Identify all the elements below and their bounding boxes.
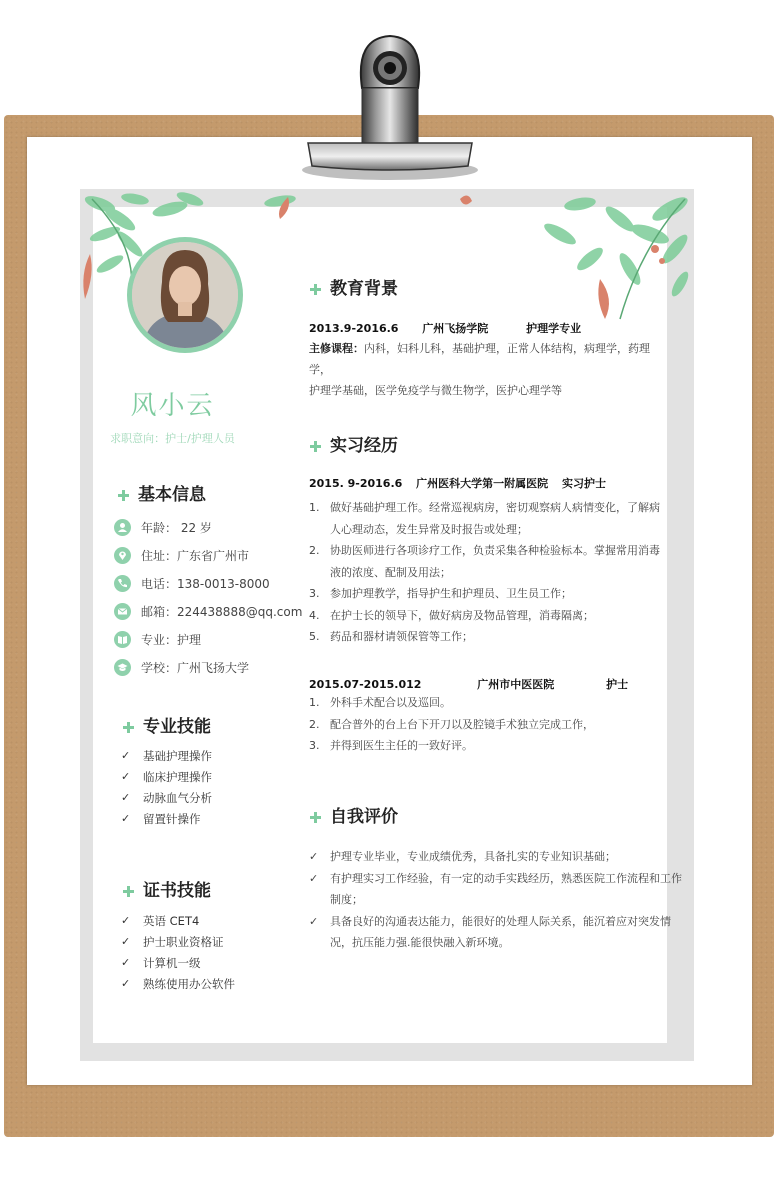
plus-icon bbox=[123, 722, 133, 732]
list-item: 3. 参加护理教学，指导护生和护理员、卫生员工作； bbox=[309, 587, 572, 600]
candidate-name: 风小云 bbox=[130, 391, 215, 421]
plus-icon bbox=[118, 490, 128, 500]
check-icon: ✓ bbox=[121, 914, 131, 927]
list-item: ✓ 临床护理操作 bbox=[121, 769, 212, 784]
education-entry-header: 2013.9-2016.6 广州飞扬学院 护理学专业 bbox=[309, 322, 582, 335]
list-item: 5. 药品和器材请领保管等工作； bbox=[309, 630, 473, 643]
info-row-address: 住址：广东省广州市 bbox=[114, 546, 249, 564]
plus-icon bbox=[310, 284, 320, 294]
book-icon bbox=[114, 631, 131, 648]
info-row-school: 学校：广州飞扬大学 bbox=[114, 658, 249, 676]
list-item: ✓ 护士职业资格证 bbox=[121, 934, 224, 949]
list-item: ✓ 护理专业毕业，专业成绩优秀，具备扎实的专业知识基础； bbox=[309, 846, 685, 868]
job-objective: 求职意向：护士/护理人员 bbox=[110, 432, 235, 445]
phone-icon bbox=[114, 575, 131, 592]
check-icon: ✓ bbox=[309, 914, 319, 928]
plus-icon bbox=[310, 441, 320, 451]
job1-duties bbox=[309, 497, 670, 648]
check-icon: ✓ bbox=[121, 791, 131, 804]
person-icon bbox=[114, 519, 131, 536]
job1-header: 2015. 9-2016.6 广州医科大学第一附属医院 实习护士 bbox=[309, 477, 606, 490]
job2-duties bbox=[309, 692, 670, 757]
basic-info-heading: 基本信息 bbox=[118, 480, 206, 505]
list-item: ✓ 基础护理操作 bbox=[121, 748, 212, 763]
list-item: 1. 做好基础护理工作。经常巡视病房，密切观察病人病情变化，了解病人心理动态，发生异常及时报告或处理； bbox=[309, 501, 660, 536]
education-courses: 主修课程：内科，妇科儿科，基础护理，正常人体结构，病理学，药理学， 护理学基础，医学免疫学与微生物学，医护心理学等 bbox=[309, 342, 650, 397]
list-item: 2. 协助医师进行各项诊疗工作，负责采集各种检验标本。掌握常用消毒液的浓度、配制及用法； bbox=[309, 544, 660, 579]
profile-photo-icon bbox=[132, 242, 238, 348]
certificates-list bbox=[121, 910, 235, 994]
check-icon: ✓ bbox=[309, 871, 319, 885]
list-item: ✓ 有护理实习工作经验，有一定的动手实践经历，熟悉医院工作流程和工作制度； bbox=[309, 868, 685, 911]
education-heading: 教育背景 bbox=[310, 274, 398, 299]
list-item: ✓ 计算机一级 bbox=[121, 955, 201, 970]
list-item: ✓ 具备良好的沟通表达能力，能很好的处理人际关系，能沉着应对突发情况，抗压能力强.能很快融入新环境。 bbox=[309, 911, 685, 954]
list-item: ✓ 动脉血气分析 bbox=[121, 790, 212, 805]
check-icon: ✓ bbox=[121, 812, 131, 825]
internship-heading: 实习经历 bbox=[310, 431, 398, 456]
check-icon: ✓ bbox=[121, 935, 131, 948]
check-icon: ✓ bbox=[121, 956, 131, 969]
info-row-age: 年龄： 22 岁 bbox=[114, 518, 212, 536]
skills-heading: 专业技能 bbox=[123, 712, 211, 737]
certificates-heading: 证书技能 bbox=[123, 876, 211, 901]
list-item: ✓ 留置针操作 bbox=[121, 811, 201, 826]
info-row-phone: 电话：138-0013-8000 bbox=[114, 574, 270, 592]
job2-header: 2015.07-2015.012 广州市中医医院 护士 bbox=[309, 678, 629, 691]
self-eval-list bbox=[309, 846, 685, 954]
self-eval-heading: 自我评价 bbox=[310, 802, 398, 827]
leaf-decoration-icon bbox=[440, 189, 694, 329]
check-icon: ✓ bbox=[121, 977, 131, 990]
list-item: 2. 配合普外的台上台下开刀以及腔镜手术独立完成工作， bbox=[309, 717, 594, 731]
graduation-cap-icon bbox=[114, 659, 131, 676]
info-row-major: 专业：护理 bbox=[114, 630, 201, 648]
info-row-email: 邮箱：224438888@qq.com bbox=[114, 602, 302, 620]
list-item: ✓ 英语 CET4 bbox=[121, 913, 200, 928]
location-pin-icon bbox=[114, 547, 131, 564]
check-icon: ✓ bbox=[309, 850, 319, 863]
list-item: 1. 外科手术配合以及巡回。 bbox=[309, 696, 451, 709]
avatar bbox=[132, 242, 238, 348]
list-item: ✓ 熟练使用办公软件 bbox=[121, 976, 235, 991]
binder-clip-icon bbox=[300, 28, 480, 188]
list-item: 3. 并得到医生主任的一致好评。 bbox=[309, 739, 473, 752]
plus-icon bbox=[310, 812, 320, 822]
skills-list bbox=[121, 745, 212, 829]
mail-icon bbox=[114, 603, 131, 620]
list-item: 4. 在护士长的领导下，做好病房及物品管理，消毒隔离； bbox=[309, 608, 594, 622]
check-icon: ✓ bbox=[121, 770, 131, 783]
plus-icon bbox=[123, 886, 133, 896]
check-icon: ✓ bbox=[121, 749, 131, 762]
